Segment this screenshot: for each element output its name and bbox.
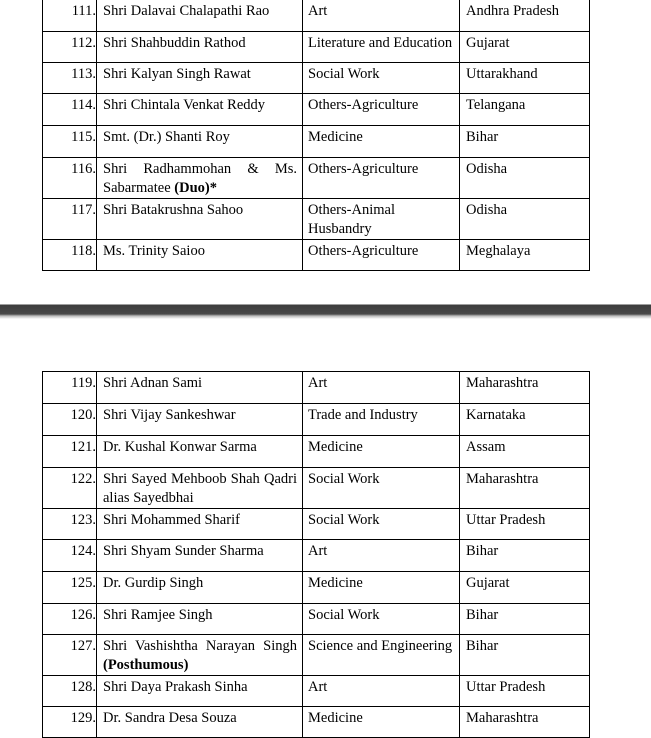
serial-number-cell: 127. — [43, 635, 97, 676]
document-page-one — [0, 0, 651, 303]
awardee-name: Shri Vashishtha Narayan Singh — [103, 638, 297, 654]
state-cell: Bihar — [460, 126, 590, 158]
state-cell: Uttar Pradesh — [460, 676, 590, 707]
awardee-name: Shri Ramjee Singh — [103, 607, 213, 623]
serial-number-cell: 126. — [43, 604, 97, 635]
state-cell: Bihar — [460, 540, 590, 572]
state-cell: Maharashtra — [460, 707, 590, 738]
serial-number-cell: 121. — [43, 436, 97, 468]
awardee-name-cell — [97, 572, 303, 604]
state-cell: Maharashtra — [460, 468, 590, 509]
state-cell: Karnataka — [460, 404, 590, 436]
awardee-name: Shri Radhammohan & Ms. Sabarmatee — [103, 161, 297, 196]
serial-number-cell: 120. — [43, 404, 97, 436]
table-row — [43, 676, 590, 707]
table-row — [43, 468, 590, 509]
awardee-name-cell — [97, 94, 303, 126]
awardee-name: Shri Kalyan Singh Rawat — [103, 66, 251, 82]
field-cell: Others-Animal Husbandry — [303, 199, 460, 240]
awardee-name: Shri Dalavai Chalapathi Rao — [103, 3, 270, 19]
state-cell: Odisha — [460, 199, 590, 240]
table-row — [43, 199, 590, 240]
table-row — [43, 63, 590, 94]
state-cell: Bihar — [460, 635, 590, 676]
awardee-name-cell — [97, 372, 303, 404]
state-cell: Meghalaya — [460, 240, 590, 271]
table-row — [43, 635, 590, 676]
awardee-name-cell — [97, 509, 303, 540]
awardee-name-cell — [97, 126, 303, 158]
awardee-name-cell — [97, 240, 303, 271]
field-cell: Literature and Education — [303, 32, 460, 63]
field-cell: Social Work — [303, 63, 460, 94]
awardee-name: Dr. Gurdip Singh — [103, 575, 204, 591]
awardee-name-cell — [97, 468, 303, 509]
table-row — [43, 158, 590, 199]
awardee-name-cell — [97, 635, 303, 676]
awardees-table-page-two — [42, 371, 590, 738]
table-row — [43, 372, 590, 404]
table-row — [43, 436, 590, 468]
awardee-name: Shri Shyam Sunder Sharma — [103, 543, 264, 559]
serial-number-cell: 125. — [43, 572, 97, 604]
state-cell: Uttarakhand — [460, 63, 590, 94]
table-row — [43, 707, 590, 738]
awardee-name: Shri Batakrushna Sahoo — [103, 202, 244, 218]
table-row — [43, 404, 590, 436]
serial-number-cell: 119. — [43, 372, 97, 404]
serial-number-cell: 114. — [43, 94, 97, 126]
state-cell: Gujarat — [460, 32, 590, 63]
serial-number-cell: 128. — [43, 676, 97, 707]
field-cell: Art — [303, 0, 460, 32]
table-row — [43, 126, 590, 158]
awardee-name-cell — [97, 404, 303, 436]
state-cell: Andhra Pradesh — [460, 0, 590, 32]
state-cell: Assam — [460, 436, 590, 468]
awardee-name-cell — [97, 604, 303, 635]
table-row — [43, 509, 590, 540]
awardee-name: Shri Adnan Sami — [103, 375, 203, 391]
table-row — [43, 540, 590, 572]
document-page-two — [0, 319, 651, 729]
serial-number-cell: 113. — [43, 63, 97, 94]
awardee-name-cell — [97, 436, 303, 468]
awardee-name: Dr. Kushal Konwar Sarma — [103, 439, 257, 455]
state-cell: Telangana — [460, 94, 590, 126]
awardee-name: Smt. (Dr.) Shanti Roy — [103, 129, 230, 145]
awardee-name-cell — [97, 158, 303, 199]
field-cell: Trade and Industry — [303, 404, 460, 436]
field-cell: Medicine — [303, 436, 460, 468]
field-cell: Art — [303, 372, 460, 404]
awardee-name-cell — [97, 199, 303, 240]
serial-number-cell: 111. — [43, 0, 97, 32]
state-cell: Uttar Pradesh — [460, 509, 590, 540]
serial-number-cell: 123. — [43, 509, 97, 540]
awardees-table-page-one — [42, 0, 590, 271]
page-break-divider — [0, 303, 651, 319]
field-cell: Others-Agriculture — [303, 240, 460, 271]
field-cell: Science and Engineering — [303, 635, 460, 676]
field-cell: Social Work — [303, 468, 460, 509]
serial-number-cell: 124. — [43, 540, 97, 572]
table-row — [43, 0, 590, 32]
awardee-name-cell — [97, 0, 303, 32]
awardee-note: (Posthumous) — [103, 657, 189, 673]
state-cell: Maharashtra — [460, 372, 590, 404]
awardee-name: Shri Daya Prakash Sinha — [103, 679, 248, 695]
field-cell: Social Work — [303, 509, 460, 540]
field-cell: Social Work — [303, 604, 460, 635]
field-cell: Medicine — [303, 707, 460, 738]
table-row — [43, 94, 590, 126]
field-cell: Others-Agriculture — [303, 94, 460, 126]
serial-number-cell: 116. — [43, 158, 97, 199]
table-row — [43, 572, 590, 604]
awardee-name: Shri Vijay Sankeshwar — [103, 407, 236, 423]
serial-number-cell: 117. — [43, 199, 97, 240]
awardee-name: Ms. Trinity Saioo — [103, 243, 205, 259]
awardee-name-cell — [97, 707, 303, 738]
field-cell: Art — [303, 540, 460, 572]
serial-number-cell: 115. — [43, 126, 97, 158]
awardee-name: Shri Mohammed Sharif — [103, 512, 240, 528]
table-row — [43, 240, 590, 271]
serial-number-cell: 118. — [43, 240, 97, 271]
serial-number-cell: 122. — [43, 468, 97, 509]
state-cell: Gujarat — [460, 572, 590, 604]
awardee-name-cell — [97, 63, 303, 94]
field-cell: Art — [303, 676, 460, 707]
table-row — [43, 32, 590, 63]
awardee-name: Dr. Sandra Desa Souza — [103, 710, 237, 726]
awardee-name-cell — [97, 676, 303, 707]
awardee-name: Shri Shahbuddin Rathod — [103, 35, 246, 51]
state-cell: Bihar — [460, 604, 590, 635]
serial-number-cell: 112. — [43, 32, 97, 63]
table-row — [43, 604, 590, 635]
field-cell: Medicine — [303, 572, 460, 604]
field-cell: Medicine — [303, 126, 460, 158]
serial-number-cell: 129. — [43, 707, 97, 738]
awardee-note: (Duo)* — [174, 180, 217, 196]
state-cell: Odisha — [460, 158, 590, 199]
awardee-name-cell — [97, 540, 303, 572]
field-cell: Others-Agriculture — [303, 158, 460, 199]
awardee-name: Shri Sayed Mehboob Shah Qadri alias Sayedbhai — [103, 471, 297, 506]
awardee-name-cell — [97, 32, 303, 63]
awardee-name: Shri Chintala Venkat Reddy — [103, 97, 266, 113]
